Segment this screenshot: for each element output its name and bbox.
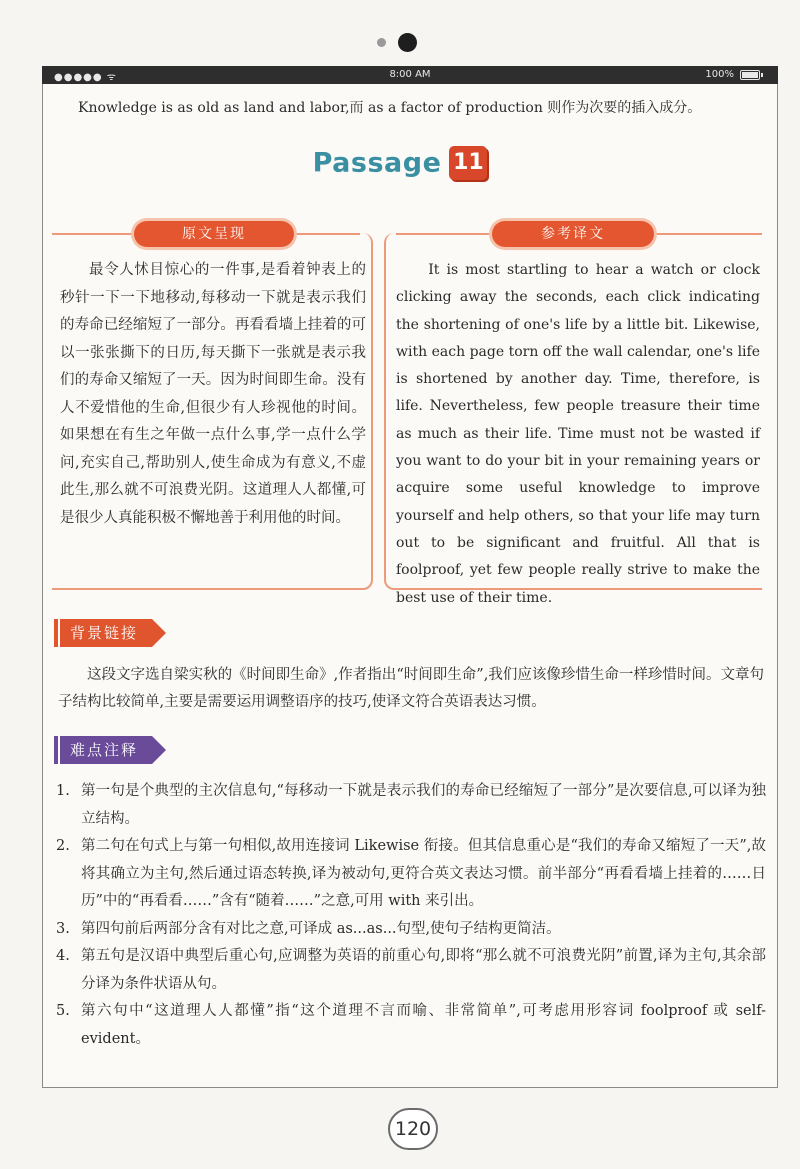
passage-title: [0, 146, 800, 180]
signal-icon: ●●●●● ᯤ: [54, 72, 117, 83]
page-number: 120: [388, 1108, 438, 1150]
original-label: 原文呈现: [134, 221, 294, 247]
note-item: 3. 第四句前后两部分含有对比之意,可译成 as...as...句型,使句子结构更简洁。: [56, 920, 561, 937]
camera-lens-icon: [398, 33, 417, 52]
note-item: 4. 第五句是汉语中典型后重心句,应调整为英语的前重心句,即将“那么就不可浪费光阴”前置,译为主句,其余部分译为条件状语从句。: [56, 948, 766, 992]
status-time: 8:00 AM: [389, 69, 431, 80]
note-item: 5. 第六句中“这道理人人都懂”指“这个道理不言而喻、非常简单”,可考虑用形容词 foolproof 或 self-evident。: [56, 1003, 766, 1047]
camera-sensor-icon: [377, 38, 386, 47]
background-label: 背景链接: [60, 619, 152, 647]
translation-text: It is most startling to hear a watch or clock clicking away the seconds, each click indicating the shortening of one's life by a little bit. Likewise, with each page torn off the wall calendar, one's life is shortened by another day. Time, therefore, is life. Nevertheless, few people treasure their time as much as their life. Time must not be wasted if you want to do your bit in your remaining years or acquire some useful knowledge to improve yourself and help others, so that your life may turn out to be significant and fruitful. All that is foolproof, yet few people really strive to make the best use of their time.: [396, 262, 760, 606]
passage-number: 11: [449, 146, 487, 180]
battery-icon: [740, 70, 760, 80]
background-text: 这段文字选自梁实秋的《时间即生命》,作者指出“时间即生命”,我们应该像珍惜生命一样珍惜时间。文章句子结构比较简单,主要是需要运用调整语序的技巧,使译文符合英语表达习惯。: [58, 667, 764, 710]
note-item: 1. 第一句是个典型的主次信息句,“每移动一下就是表示我们的寿命已经缩短了一部分”是次要信息,可以译为独立结构。: [56, 783, 766, 827]
notes-list: [56, 778, 766, 1053]
battery-percentage: 100%: [705, 69, 734, 80]
top-line-note: Knowledge is as old as land and labor,而 as a factor of production 则作为次要的插入成分。: [78, 100, 702, 116]
status-bar: [42, 66, 778, 84]
translation-label: 参考译文: [492, 221, 654, 247]
notes-label: 难点注释: [60, 736, 152, 764]
note-item: 2. 第二句在句式上与第一句相似,故用连接词 Likewise 衔接。但其信息重心是“我们的寿命又缩短了一天”,故将其确立为主句,然后通过语态转换,译为被动句,更符合英文表达习惯。前半部分“再看看墙上挂着的……日历”中的“再看看……”含有“随着……”之意,可用 with 来引出。: [56, 838, 766, 909]
original-text: 最令人怵目惊心的一件事,是看着钟表上的秒针一下一下地移动,每移动一下就是表示我们的寿命已经缩短了一部分。再看看墙上挂着的可以一张张撕下的日历,每天撕下一张就是表示我们的寿命又缩短了一天。因为时间即生命。没有人不爱惜他的生命,但很少有人珍视他的时间。如果想在有生之年做一点什么事,学一点什么学问,充实自己,帮助别人,使生命成为有意义,不虚此生,那么就不可浪费光阴。这道理人人都懂,可是很少人真能积极不懈地善于利用他的时间。: [60, 262, 366, 526]
passage-word: Passage: [312, 147, 442, 179]
